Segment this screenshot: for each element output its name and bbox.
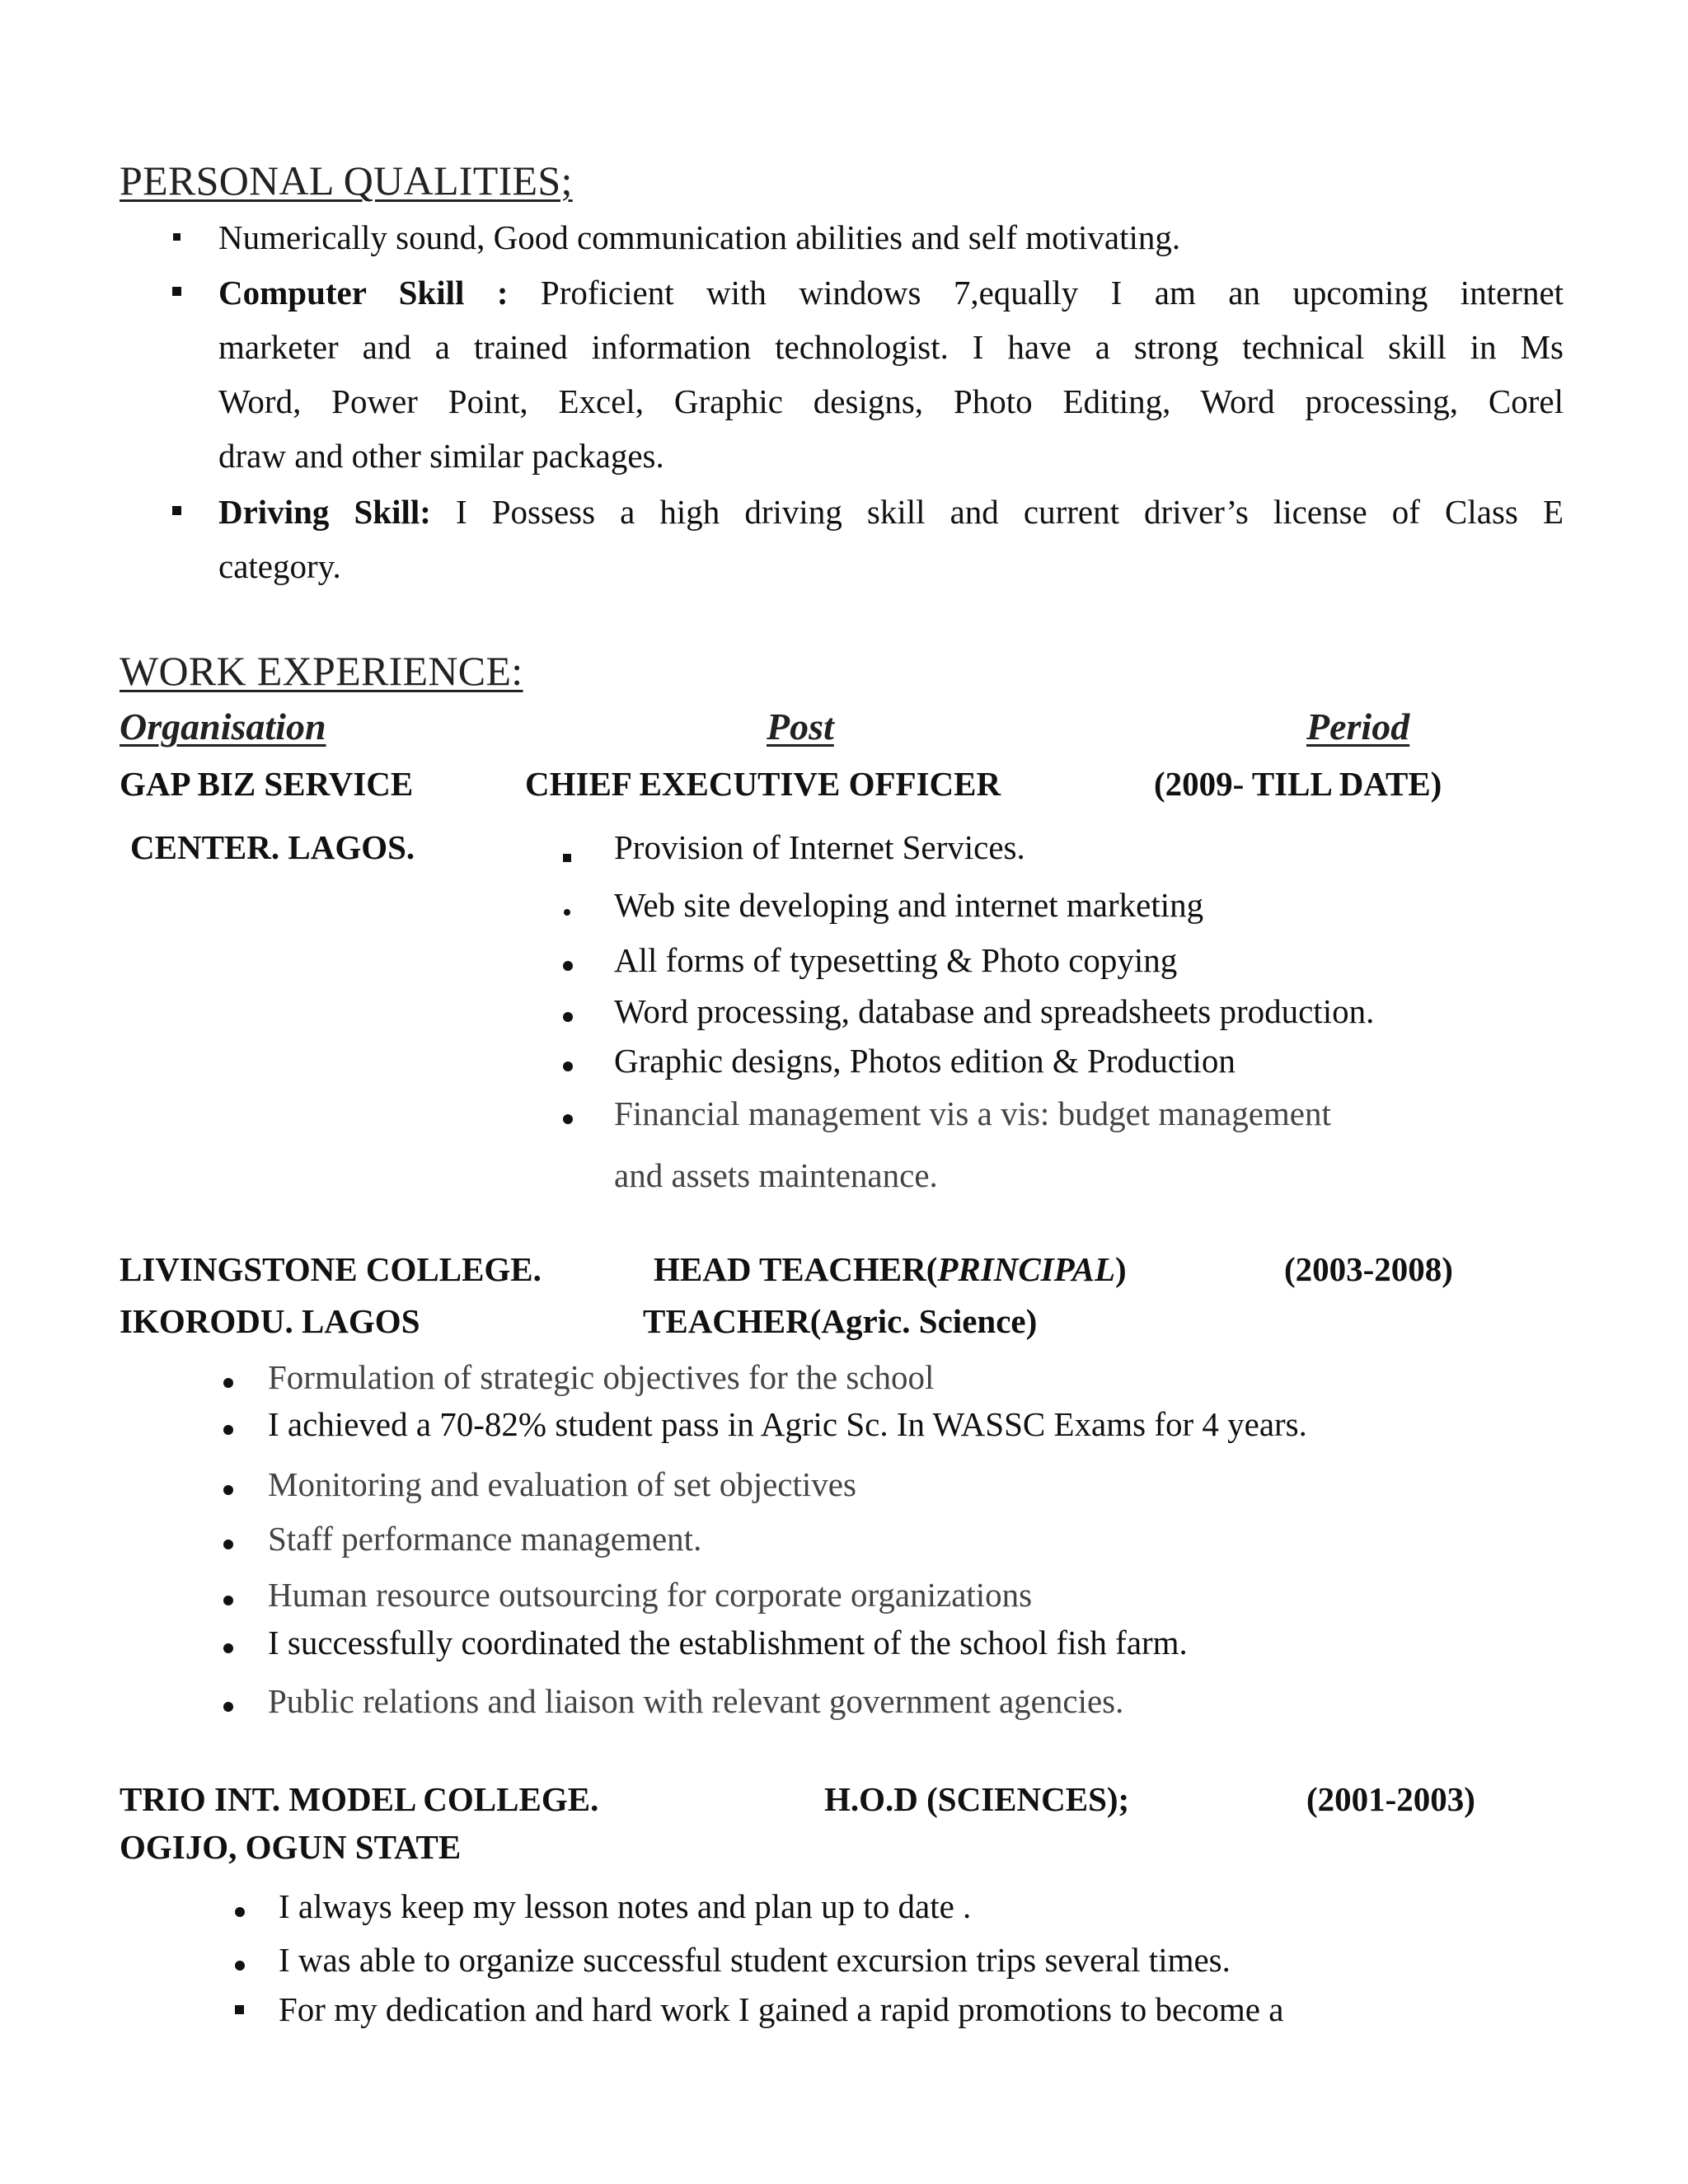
job1-duty-continued: and assets maintenance. bbox=[614, 1156, 938, 1194]
job3-org-line2: OGIJO, OGUN STATE bbox=[120, 1828, 462, 1866]
personal-qualities-heading: PERSONAL QUALITIES; bbox=[120, 157, 573, 204]
job2-org-line1: LIVINGSTONE COLLEGE. bbox=[120, 1250, 542, 1288]
computer-skill-line-1 bbox=[218, 265, 1564, 320]
job2-duty: I achieved a 70-82% student pass in Agric Sc. In WASSC Exams for 4 years. bbox=[268, 1405, 1307, 1443]
job2-period: (2003-2008) bbox=[1284, 1250, 1453, 1288]
computer-skill-paragraph bbox=[218, 265, 1564, 483]
computer-skill-line-4: draw and other similar packages. bbox=[218, 437, 664, 475]
job2-duty: Staff performance management. bbox=[268, 1520, 702, 1558]
bullet-dot-icon bbox=[563, 961, 573, 971]
bullet-square-icon bbox=[172, 506, 181, 515]
job1-period: (2009- TILL DATE) bbox=[1154, 765, 1442, 803]
job3-post: H.O.D (SCIENCES); bbox=[824, 1780, 1130, 1818]
bullet-dot-icon bbox=[223, 1540, 233, 1549]
job3-period: (2001-2003) bbox=[1306, 1780, 1475, 1818]
column-period: Period bbox=[1306, 705, 1410, 748]
job1-org-line2: CENTER. LAGOS. bbox=[130, 828, 415, 866]
column-organisation: Organisation bbox=[120, 705, 326, 748]
bullet-dot-icon bbox=[223, 1485, 233, 1495]
driving-skill-line-2: category. bbox=[218, 547, 341, 585]
bullet-square-icon bbox=[563, 854, 571, 862]
computer-skill-label: Computer Skill bbox=[218, 274, 465, 312]
job2-post-italic: PRINCIPAL bbox=[937, 1250, 1116, 1288]
bullet-dot-icon bbox=[223, 1378, 233, 1388]
job1-duty: Financial management vis a vis: budget management bbox=[614, 1094, 1331, 1132]
bullet-dot-icon bbox=[223, 1425, 233, 1435]
bullet-square-icon bbox=[235, 2005, 244, 2014]
job1-duty: All forms of typesetting & Photo copying bbox=[614, 941, 1178, 979]
bullet-dot-icon bbox=[563, 1012, 573, 1022]
job2-duty: Monitoring and evaluation of set objectives bbox=[268, 1465, 856, 1503]
bullet-square-icon bbox=[172, 287, 181, 296]
computer-skill-line-2: marketer and a trained information technologist. I have a strong technical skill in Ms bbox=[218, 328, 1564, 366]
bullet-dot-icon bbox=[563, 1062, 573, 1071]
job1-post: CHIEF EXECUTIVE OFFICER bbox=[525, 765, 1001, 803]
job2-post-close: ) bbox=[1115, 1250, 1127, 1288]
personal-item-numerical: Numerically sound, Good communication abilities and self motivating. bbox=[218, 218, 1181, 256]
bullet-dot-icon bbox=[564, 909, 570, 916]
bullet-dot-icon bbox=[223, 1643, 233, 1653]
column-post: Post bbox=[767, 705, 834, 748]
bullet-dot-icon bbox=[223, 1596, 233, 1605]
computer-skill-colon: : bbox=[496, 274, 509, 312]
job2-post bbox=[654, 1242, 1127, 1296]
job3-duty: I was able to organize successful student excursion trips several times. bbox=[279, 1941, 1231, 1979]
computer-skill-line-3: Word, Power Point, Excel, Graphic designs, Photo Editing, Word processing, Corel bbox=[218, 382, 1564, 420]
driving-skill-text-1: I Possess a high driving skill and current driver’s license of Class E bbox=[456, 493, 1564, 531]
driving-skill-label: Driving Skill: bbox=[218, 493, 431, 531]
job3-duty: I always keep my lesson notes and plan up to date . bbox=[279, 1887, 972, 1925]
job1-duty: Graphic designs, Photos edition & Production bbox=[614, 1042, 1236, 1080]
job2-duty: Formulation of strategic objectives for the school bbox=[268, 1358, 935, 1396]
driving-skill-line-1 bbox=[218, 485, 1564, 539]
job1-duty: Provision of Internet Services. bbox=[614, 828, 1025, 866]
job1-org-line1: GAP BIZ SERVICE bbox=[120, 765, 414, 803]
job3-org-line1: TRIO INT. MODEL COLLEGE. bbox=[120, 1780, 599, 1818]
bullet-dot-icon bbox=[563, 1114, 573, 1124]
job1-duty: Web site developing and internet marketing bbox=[614, 886, 1204, 924]
bullet-square-icon bbox=[173, 233, 181, 241]
job2-post-line2: TEACHER(Agric. Science) bbox=[643, 1302, 1038, 1340]
bullet-dot-icon bbox=[235, 1907, 245, 1917]
job2-duty: Public relations and liaison with relevant government agencies. bbox=[268, 1682, 1124, 1720]
work-experience-heading: WORK EXPERIENCE: bbox=[120, 648, 523, 694]
job2-duty: Human resource outsourcing for corporate organizations bbox=[268, 1576, 1033, 1614]
bullet-dot-icon bbox=[235, 1961, 245, 1971]
job2-duty: I successfully coordinated the establishment of the school fish farm. bbox=[268, 1624, 1188, 1661]
job1-duty: Word processing, database and spreadsheets production. bbox=[614, 992, 1375, 1030]
job2-org-line2: IKORODU. LAGOS bbox=[120, 1302, 420, 1340]
bullet-dot-icon bbox=[223, 1702, 233, 1712]
job3-duty: For my dedication and hard work I gained a rapid promotions to become a bbox=[279, 1990, 1284, 2028]
driving-skill-paragraph bbox=[218, 485, 1564, 593]
computer-skill-text-1: Proficient with windows 7,equally I am an upcoming internet bbox=[540, 274, 1564, 312]
job2-post-main: HEAD TEACHER( bbox=[654, 1250, 938, 1288]
